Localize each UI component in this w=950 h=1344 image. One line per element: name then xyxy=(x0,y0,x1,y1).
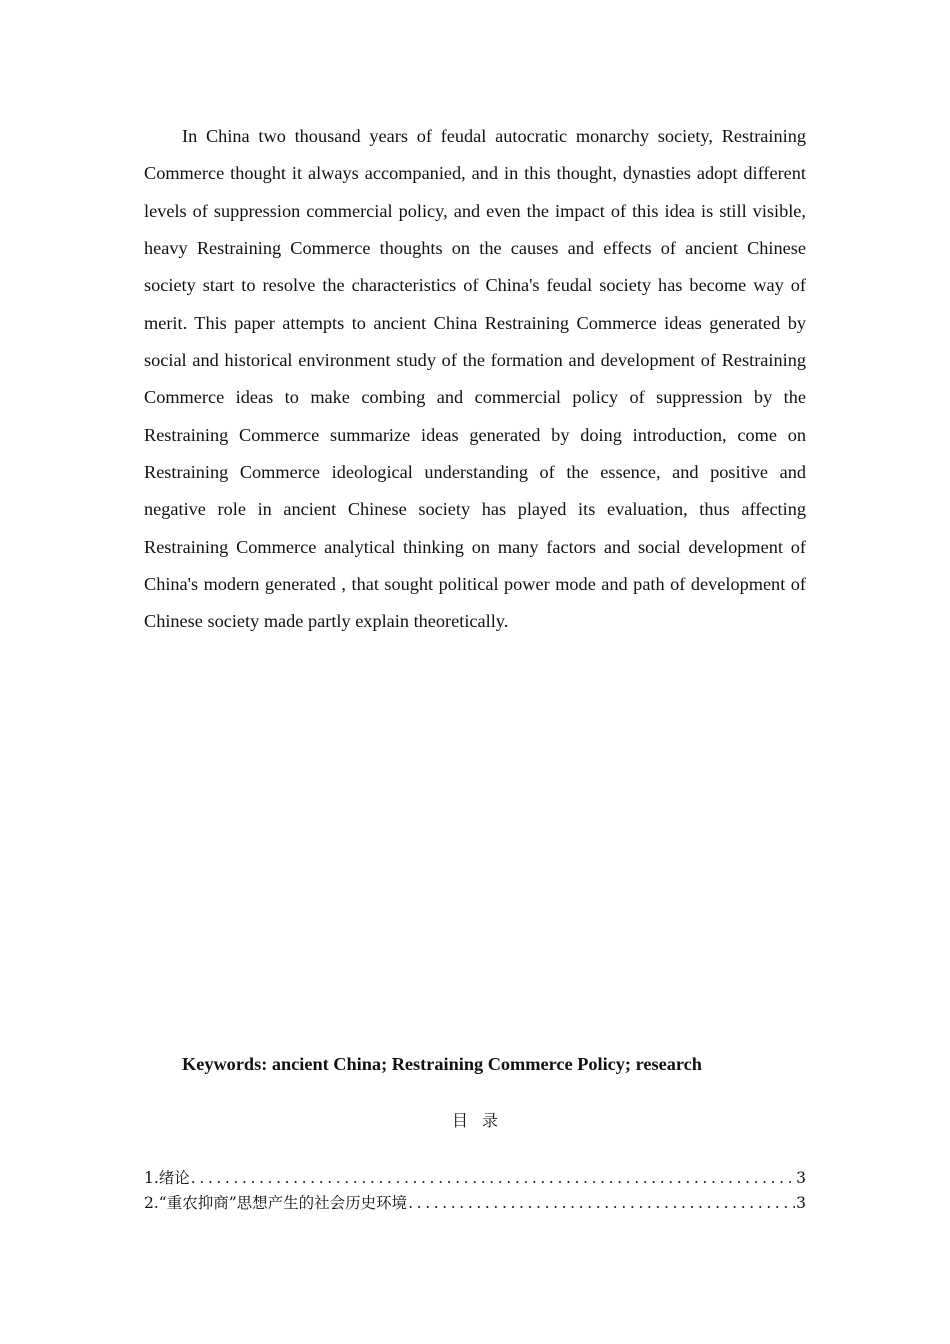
toc-dot-leader xyxy=(408,1191,795,1216)
toc-entry-page: 3 xyxy=(796,1169,806,1187)
table-of-contents xyxy=(144,1166,806,1216)
toc-title: 目录 xyxy=(451,1113,512,1130)
toc-entry[interactable] xyxy=(144,1166,806,1191)
toc-entry-label: 1.绪论 xyxy=(144,1169,190,1187)
toc-entry-page: 3 xyxy=(796,1194,806,1212)
keywords-line: Keywords: ancient China; Restraining Commerce Policy; research xyxy=(182,1054,702,1074)
toc-entry[interactable] xyxy=(144,1191,806,1216)
toc-dot-leader xyxy=(191,1166,795,1191)
toc-entry-label: 2.“重农抑商”思想产生的社会历史环境 xyxy=(144,1194,408,1212)
abstract-paragraph: In China two thousand years of feudal autocratic monarchy society, Restraining Commerce thought it always accompanied, and in this thought, dynasties adopt different levels of suppression commercial policy, and even the impact of this idea is still visible, heavy Restraining Commerce thoughts on the causes and effects of ancient Chinese society start to resolve the characteristics of China's feudal society has become way of merit. This paper attempts to ancient China Restraining Commerce ideas generated by social and historical environment study of the formation and development of Restraining Commerce ideas to make combing and commercial policy of suppression by the Restraining Commerce summarize ideas generated by doing introduction, come on Restraining Commerce ideological understanding of the essence, and positive and negative role in ancient Chinese society has played its evaluation, thus affecting Restraining Commerce analytical thinking on many factors and social development of China's modern generated , that sought political power mode and path of development of Chinese society made partly explain theoretically. xyxy=(144,126,806,632)
